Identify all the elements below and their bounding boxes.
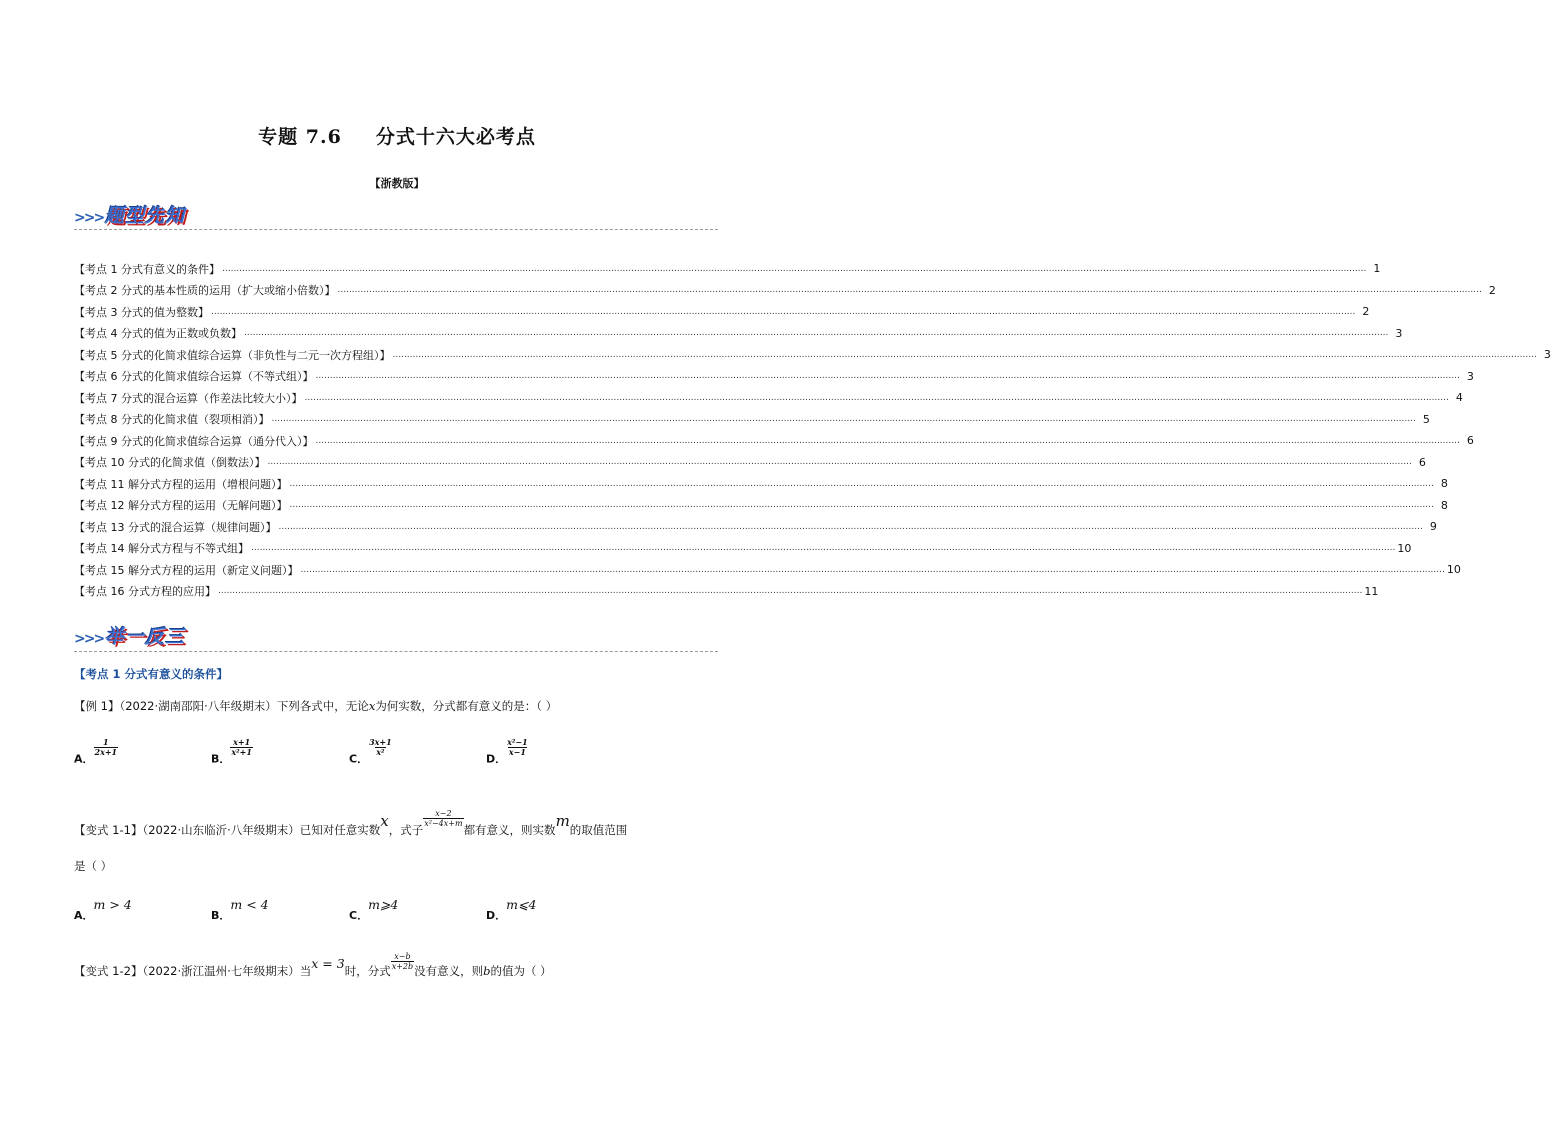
option-letter: A． (74, 752, 94, 766)
numerator: 3x+1 (369, 737, 392, 747)
variant-question (74, 952, 552, 981)
toc-entry[interactable] (74, 430, 1474, 452)
toc-entry-label: 【考点 10 分式的化简求值（倒数法）】 (74, 456, 266, 470)
denominator: x+2b (391, 962, 414, 971)
toc-page-number: 10 (1397, 541, 1412, 555)
toc-entry-label: 【考点 9 分式的化简求值综合运算（通分代入）】 (74, 434, 314, 448)
example-question (74, 698, 557, 714)
option-expr: m < 4 (230, 897, 269, 912)
toc-entry[interactable] (74, 473, 1448, 495)
toc-page-number: 1 (1373, 262, 1381, 276)
condition-expr: x = 3 (311, 956, 345, 971)
option-d (486, 897, 537, 922)
option-c (349, 738, 393, 767)
question-text: 当 (299, 964, 312, 978)
toc-entry[interactable] (74, 516, 1437, 538)
toc-leader-dots: ................................................................................................................................................................................................................................................................................................................................................................................................................ (289, 500, 1434, 511)
toc-leader-dots: ................................................................................................................................................................................................................................................................................................................................................................................................................ (218, 586, 1363, 597)
question-text: 的值为（ ） (490, 964, 552, 978)
numerator: x+1 (233, 737, 251, 747)
denominator: x² (376, 747, 385, 757)
toc-entry-label: 【考点 11 解分式方程的运用（增根问题）】 (74, 477, 288, 491)
question-text: 没有意义，则 (414, 964, 484, 978)
practice-banner (74, 622, 185, 652)
question-text: 都有意义，则实数 (463, 823, 556, 837)
toc-leader-dots: ................................................................................................................................................................................................................................................................................................................................................................................................................ (267, 457, 1412, 468)
toc-entry[interactable] (74, 409, 1430, 431)
toc-page-number: 2 (1362, 305, 1370, 319)
option-c (349, 897, 399, 922)
option-a (74, 897, 132, 922)
toc-page-number: 4 (1455, 391, 1463, 405)
fraction (230, 738, 253, 757)
toc-page-number: 3 (1466, 369, 1474, 383)
toc-entry-label: 【考点 2 分式的基本性质的运用（扩大或缩小倍数）】 (74, 284, 336, 298)
denominator: 2x+1 (94, 747, 118, 757)
edition-label: 【浙教版】 (369, 177, 425, 190)
toc-leader-dots: ................................................................................................................................................................................................................................................................................................................................................................................................................ (315, 435, 1460, 446)
fraction (368, 738, 393, 757)
option-expr: m⩽4 (506, 897, 537, 912)
toc-entry-label: 【考点 16 分式方程的应用】 (74, 585, 216, 599)
variant-source: （2022·山东临沂·八年级期末） (142, 823, 300, 837)
toc-entry-label: 【考点 6 分式的化简求值综合运算（不等式组）】 (74, 370, 314, 384)
option-a (74, 738, 118, 767)
denominator: x²+1 (231, 747, 252, 757)
toc-leader-dots: ................................................................................................................................................................................................................................................................................................................................................................................................................ (271, 414, 1416, 425)
denominator: x−1 (508, 747, 526, 757)
toc-entry[interactable] (74, 495, 1448, 517)
fraction (391, 952, 414, 971)
option-expr: m > 4 (93, 897, 132, 912)
option-b (211, 738, 253, 767)
divider (74, 229, 718, 230)
variant-source: （2022·浙江温州·七年级期末） (142, 964, 300, 978)
option-letter: A． (74, 909, 94, 922)
section-heading: 【考点 1 分式有意义的条件】 (74, 667, 229, 681)
fraction (94, 738, 119, 757)
option-b (211, 897, 269, 922)
toc-entry[interactable] (74, 387, 1463, 409)
toc-leader-dots: ................................................................................................................................................................................................................................................................................................................................................................................................................ (300, 564, 1445, 575)
denominator: x²−4x+m (424, 819, 463, 828)
toc-entry-label: 【考点 3 分式的值为整数】 (74, 305, 209, 319)
option-letter: B． (211, 752, 231, 766)
toc-page-number: 8 (1440, 498, 1448, 512)
toc-entry[interactable] (74, 538, 1412, 560)
toc-page-number: 5 (1422, 412, 1430, 426)
toc-entry[interactable] (74, 366, 1474, 388)
toc-entry-label: 【考点 15 解分式方程的运用（新定义问题）】 (74, 563, 299, 577)
toc-page-number: 2 (1488, 283, 1496, 297)
variable: x (380, 812, 389, 830)
toc-leader-dots: ................................................................................................................................................................................................................................................................................................................................................................................................................ (289, 478, 1434, 489)
toc-page-number: 3 (1543, 348, 1551, 362)
toc-entry[interactable] (74, 258, 1381, 280)
example-source: （2022·湖南邵阳·八年级期末） (119, 699, 277, 713)
toc-page-number: 6 (1466, 434, 1474, 448)
toc-leader-dots: ................................................................................................................................................................................................................................................................................................................................................................................................................ (304, 392, 1449, 403)
fraction (506, 738, 529, 757)
question-text: 下列各式中，无论 (276, 699, 369, 713)
fraction (423, 809, 463, 828)
title-main: 分式十六大必考点 (375, 126, 536, 148)
banner-arrows-icon: >>> (74, 210, 104, 226)
page-title (0, 122, 794, 149)
option-letter: B． (211, 909, 231, 922)
numerator: x²−1 (507, 737, 528, 747)
numerator: 1 (103, 737, 109, 747)
toc-entry-label: 【考点 1 分式有意义的条件】 (74, 262, 220, 276)
toc-entry-label: 【考点 12 解分式方程的运用（无解问题）】 (74, 499, 288, 513)
toc-leader-dots: ................................................................................................................................................................................................................................................................................................................................................................................................................ (278, 521, 1423, 532)
toc-entry-label: 【考点 14 解分式方程与不等式组】 (74, 542, 249, 556)
toc-entry-label: 【考点 7 分式的混合运算（作差法比较大小）】 (74, 391, 303, 405)
toc-entry[interactable] (74, 323, 1403, 345)
preview-banner (74, 201, 185, 231)
toc-entry[interactable] (74, 301, 1370, 323)
toc-page-number: 11 (1364, 584, 1379, 598)
toc-entry[interactable] (74, 344, 1551, 366)
toc-leader-dots: ................................................................................................................................................................................................................................................................................................................................................................................................................ (251, 543, 1396, 554)
toc-entry-label: 【考点 8 分式的化简求值（裂项相消）】 (74, 413, 270, 427)
variant-question (74, 809, 628, 840)
question-text: ，式子 (388, 823, 424, 837)
option-letter: C． (349, 909, 369, 922)
variant-tag: 【变式 1-1】 (74, 823, 143, 837)
question-text: 为何实数，分式都有意义的是：（ ） (375, 699, 558, 713)
banner-arrows-icon: >>> (74, 631, 104, 647)
toc-page-number: 6 (1418, 455, 1426, 469)
toc-entry-label: 【考点 13 分式的混合运算（规律问题）】 (74, 520, 277, 534)
toc-entry[interactable] (74, 581, 1379, 603)
variant-question-cont: 是（ ） (74, 859, 113, 873)
toc-entry[interactable] (74, 559, 1461, 581)
question-text: 时，分式 (344, 964, 391, 978)
banner-title: 举一反三 (105, 626, 186, 648)
question-text: 已知对任意实数 (299, 823, 381, 837)
toc-page-number: 8 (1440, 477, 1448, 491)
toc-entry[interactable] (74, 280, 1496, 302)
variable: x (368, 699, 376, 713)
title-prefix: 专题 7.6 (258, 126, 342, 148)
numerator: x−2 (435, 809, 452, 818)
banner-title: 题型先知 (105, 205, 186, 227)
variable: m (555, 812, 570, 830)
toc-entry-label: 【考点 4 分式的值为正数或负数】 (74, 327, 242, 341)
toc-entry-label: 【考点 5 分式的化简求值综合运算（非负性与二元一次方程组）】 (74, 348, 391, 362)
toc-page-number: 9 (1429, 520, 1437, 534)
toc-page-number: 3 (1395, 326, 1403, 340)
toc-page-number: 10 (1446, 563, 1461, 577)
divider (74, 651, 718, 652)
toc-leader-dots: ................................................................................................................................................................................................................................................................................................................................................................................................................ (315, 371, 1460, 382)
question-text: 的取值范围 (569, 823, 628, 837)
toc-leader-dots: ................................................................................................................................................................................................................................................................................................................................................................................................................ (211, 306, 1356, 317)
toc-leader-dots: ................................................................................................................................................................................................................................................................................................................................................................................................................ (244, 328, 1389, 339)
option-expr: m⩾4 (368, 897, 399, 912)
example-tag: 【例 1】 (74, 699, 120, 713)
numerator: x−b (394, 952, 411, 961)
table-of-contents (74, 258, 1551, 602)
option-d (486, 738, 529, 767)
variable: b (483, 964, 491, 978)
option-letter: D． (486, 752, 507, 766)
toc-leader-dots: ................................................................................................................................................................................................................................................................................................................................................................................................................ (337, 285, 1482, 296)
variant-tag: 【变式 1-2】 (74, 964, 143, 978)
toc-leader-dots: ................................................................................................................................................................................................................................................................................................................................................................................................................ (222, 263, 1367, 274)
option-letter: C． (349, 752, 369, 766)
toc-leader-dots: ................................................................................................................................................................................................................................................................................................................................................................................................................ (392, 349, 1537, 360)
option-letter: D． (486, 909, 507, 922)
toc-entry[interactable] (74, 452, 1426, 474)
